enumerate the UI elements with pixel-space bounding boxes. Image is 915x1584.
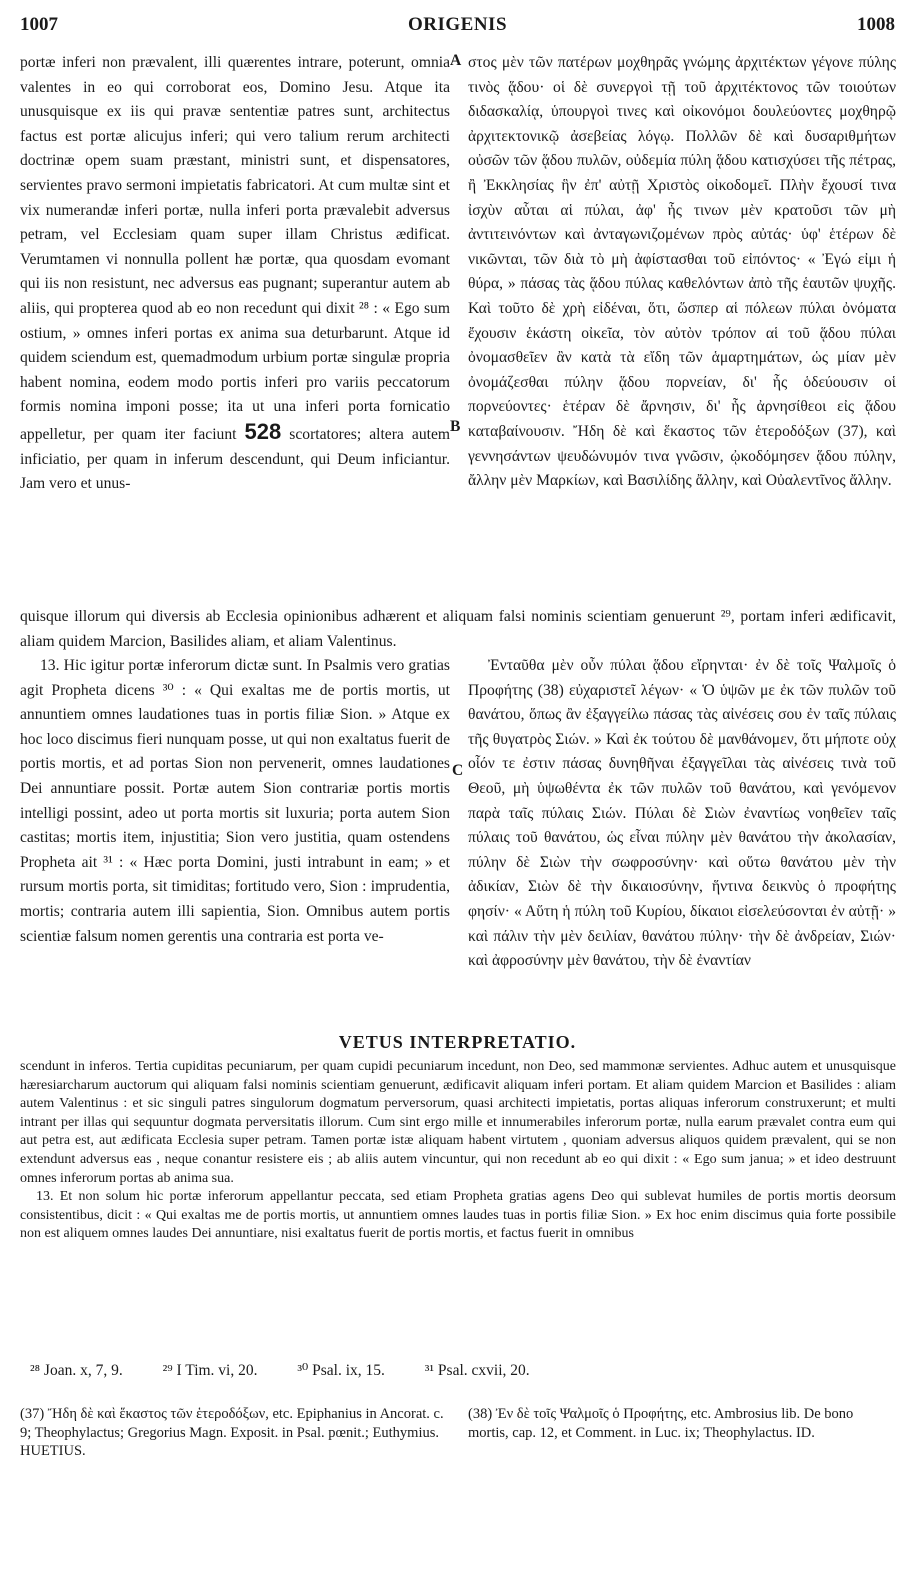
latin-continuation-text: quisque illorum qui diversis ab Ecclesia opinionibus adhærent et aliquam falsi nominis scientiam genuerunt ²⁹, portam inferi ædificavit, aliam quidem Marcion, Basilides aliam, et aliam Valentinus. <box>20 608 896 650</box>
footnote-references <box>30 1361 890 1380</box>
greek-column-top <box>468 51 896 494</box>
footnote-ref: ²⁹ I Tim. vi, 20. <box>162 1362 258 1379</box>
running-title: ORIGENIS <box>407 14 508 35</box>
right-page-number: 1008 <box>857 14 895 35</box>
section-title: VETUS INTERPRETATIO. <box>338 1032 577 1052</box>
latin-column-13 <box>20 654 450 949</box>
margin-letter-a: A <box>450 52 462 69</box>
greek-column-13 <box>468 654 896 974</box>
latin-text: portæ inferi non prævalent, illi quærentes intrare, poterunt, omnia valentes in eo qui corroborat eos, Domino Jesu. Atque ita unusquisque ex iis qui pravæ sententiæ patres sunt, architectus factus est portæ alicujus inferi; qui vero talium rerum architecti doctrinæ opem suam præstant, ministri sunt, et dispensatores, servientes pravo sermoni impietatis fabricatori. At cum multæ sint et vix numerandæ inferi portæ, nulla inferi porta prævalebit adversus petram, vel Ecclesiam quam super illam Christus ædificat. Verumtamen vi nonnulla pollent hæ portæ, qua quosdam evomant qui iis non resistunt, nec adversus eas pugnant; superantur autem ab aliis, qui propterea quod ab eo non recedunt qui dixit ²⁸ : « Ego sum ostium, » omnes inferi portas ex anima sua deturbarunt. Atque id quidem sciendum est, quemadmodum urbium portæ singulæ propria habent nomina, eodem modo portis inferi pro variis peccatorum formis nomina imponi posse; ita ut una inferi porta fornicatio appelletur, per quam iter faciunt <box>20 54 450 443</box>
footnote-ref: ²⁸ Joan. x, 7, 9. <box>30 1362 123 1379</box>
page-header <box>20 14 895 42</box>
greek-section-13: Ἐνταῦθα μὲν οὖν πύλαι ᾅδου εἴρηνται· ἐν δὲ τοῖς Ψαλμοῖς ὁ Προφήτης (38) εὐχαριστεῖ λέγων· « Ὁ ὑψῶν με ἐκ τῶν πυλῶν τοῦ θανάτου, ὅπως ἂν ἐξαγγείλω πάσας τὰς αἰνέσεις σου ἐν ταῖς πύλαις τῆς θυγατρὸς Σιών. » Καὶ ἐκ τούτου δὲ μανθάνομεν, ὅτι μήποτε οὐχ οἷόν τε ἐστιν πάσας δυνηθῆναι ἐξαγγεῖλαι τὰς αἰνέσεις τινὰ τοῦ Θεοῦ, μὴ ὑψωθέντα ἐκ τῶν πυλῶν τοῦ θανάτου, καὶ γενόμενον παρὰ ταῖς πύλαις Σιών. Πύλαι δὲ Σιὼν ἐναντίως νοηθεῖεν ταῖς πύλαις τοῦ θανάτου, ὡς εἶναι πύλην μὲν θανάτου τὴν ἀκολασίαν, πύλην δὲ Σιὼν τὴν σωφροσύνην· καὶ οὕτω θανάτου μὲν τὴν ἀδικίαν, Σιὼν δὲ τὴν δικαιοσύνην, ἥντινα δεικνὺς ὁ προφήτης φησίν· « Αὕτη ἡ πύλη τοῦ Κυρίου, δίκαιοι εἰσελεύσονται ἐν αὐτῇ· » καὶ πάλιν τὴν μὲν δειλίαν, θανάτου πύλην· τὴν δὲ ἀνδρείαν, Σιών· καὶ ἀφροσύνην μὲν θανάτου, τὴν δὲ ἐναντίαν <box>468 657 896 970</box>
left-page-number: 1007 <box>20 14 58 35</box>
footnote-ref: ³¹ Psal. cxvii, 20. <box>424 1362 530 1379</box>
margin-letter-b: B <box>450 418 461 435</box>
latin-paragraph <box>20 51 450 497</box>
vetus-paragraph-2: 13. Et non solum hic portæ inferorum appellantur peccata, sed etiam Propheta gratias agens Deo qui sublevat humiles de portis mortis deorsum consistentibus, dicit : « Qui exaltas me de portis mortis, ut annuntiem omnes laudes tuas in portis filiæ Sion. » Ex hoc enim discimus quia forte possibile non est aliquem omnes laudes Dei annuntiare, nisi exaltatus fuerit de portis mortis, et factus fuerit in omnibus <box>20 1189 896 1242</box>
latin-text-end: scortatores; altera autem inficiatio, per quam in inferum descendunt, qui Deum inficiantur. Jam vero et unus- <box>20 425 450 493</box>
greek-paragraph: στος μὲν τῶν πατέρων μοχθηρᾶς γνώμης ἀρχιτέκτων γέγονε πύλης τινὸς ᾅδου· οἱ δὲ συνεργοὶ τῇ τοῦ ἀρχιτέκτονος τῶν τοιούτων διδασκαλίᾳ, ὑπουργοὶ τινες καὶ οἰκονόμοι δουλεύοντες μοχθηρῷ ἀρχιτεκτονικῷ ἀσεβείας λόγῳ. Πολλῶν δὲ καὶ δυσαριθμήτων οὐσῶν τῶν ᾅδου πυλῶν, οὐδεμία πύλη ᾅδου κατισχύσει τῆς πέτρας, ἢ Ἐκκλησίας ἣν ἐπ' αὐτῇ Χριστὸς οἰκοδομεῖ. Πλὴν ἔχουσί τινα ἰσχὺν αὗται αἱ πύλαι, ἀφ' ἧς τινων μὲν κρατοῦσι τῶν μὴ ἀντιτεινόντων καὶ ἀνταγωνιζομένων πρὸς αὐτάς· ὑφ' ἑτέρων δὲ νικῶνται, τῶν διὰ τὸ μὴ ἀφίστασθαι τοῦ εἰπόντος· « Ἐγώ εἰμι ἡ θύρα, » πάσας τὰς ᾅδου πύλας καθελόντων ἀπὸ τῆς ἑαυτῶν ψυχῆς. Καὶ τοῦτο δὲ χρὴ εἰδέναι, ὅτι, ὥσπερ αἱ πόλεων πύλαι ὀνόματα ἔχουσιν ἑκάστη οἰκεῖα, τὸν αὐτὸν τρόπον αἱ τοῦ ᾅδου πύλαι ὀνομασθεῖεν ἂν κατὰ τὰ εἴδη τῶν ἁμαρτημάτων, ὡς μίαν μὲν ὀνομάζεσθαι πύλην ᾅδου πορνείαν, δι' ἧς ὁδεύουσιν οἱ πορνεύοντες· ἑτέραν δὲ ἄρνησιν, δι' ἧς ἀρνησίθεοι εἰς ᾅδου καταβαίνουσιν. Ἤδη δὲ καὶ ἕκαστος τῶν ἑτεροδόξων (37), καὶ γεννησάντων ψευδώνυμόν τινα γνῶσιν, ᾠκοδόμησεν ᾅδου πύλην, ἄλλην μὲν Μαρκίων, καὶ Βασιλίδης ἄλλην, καὶ Οὐαλεντῖνος ἄλλην. <box>468 54 896 490</box>
footnote-37: (37) Ἤδη δὲ καὶ ἕκαστος τῶν ἑτεροδόξων, etc. Epiphanius in Ancorat. c. 9; Theophylactus; Gregorius Magn. Exposit. in Psal. pœnit.; Euthymius. HUETIUS. <box>20 1406 444 1460</box>
margin-letter-c: C <box>452 762 464 779</box>
footnote-38: (38) Ἐν δὲ τοῖς Ψαλμοῖς ὁ Προφήτης, etc. Ambrosius lib. De bono mortis, cap. 12, et Comment. in Luc. ix; Theophylactus. ID. <box>468 1406 854 1441</box>
vetus-paragraph-1: scendunt in inferos. Tertia cupiditas pecuniarum, per quam cupidi pecuniarum incedunt, non Deo, sed mammonæ servientes. Adhuc autem et unusquisque hæresiarcharum auctorum qui aliquam falsi nominis scientiam genuerunt, ædificavit aliquam inferi portam. Et aliam quidem Marcion et Basilides : aliam autem Valentinus : et sic singuli patres singulorum dogmatum perversorum, quasi architecti impietatis, portas aliquas inferorum construxerunt; et multi intrant per illas qui sequuntur dogmata perversitatis illorum. Cum sint ergo mille et innumerabiles inferorum portæ, nulla earum prævalet contra eum qui aut petra est, aut ædificata Ecclesia super petram. Tamen portæ istæ aliquam habent virtutem , quoniam adversus aliquos quidem prævalent, qui se non extendunt adversus eas , neque conantur resistere eis ; ab aliis autem vincuntur, qui non recedunt ab eo qui dixit : « Ego sum janua; » et ideo destruunt omnes inferorum portas ab anima sua. <box>20 1059 896 1186</box>
latin-continuation <box>20 605 896 654</box>
footnote-ref: ³⁰ Psal. ix, 15. <box>297 1362 385 1379</box>
latin-section-13: 13. Hic igitur portæ inferorum dictæ sunt. In Psalmis vero gratias agit Propheta dicens ³⁰ : « Qui exaltas me de portis mortis, ut annuntiem omnes laudationes tuas in portis filiæ Sion. » Atque ex hoc loco discimus fieri nunquam posse, ut qui non exaltatus fuerit de portis mortis, et ad portas Sion non pervenerit, omnes laudationes Dei annuntiare possit. Portæ autem Sion contrariæ portis mortis intelligi possint, adeo ut porta mortis sit luxuria; porta autem Sion castitas; mortis item, injustitia; Sion vero justitia, quam ostendens Propheta ait ³¹ : « Hæc porta Domini, justi intrabunt in eam; » et rursum mortis porta, sit timiditas; fortitudo vero, Sion : imprudentia, mortis; contraria autem illi sapientia, Sion. Omnibus autem portis scientiæ falsum nomen gerentis una contraria est porta ve- <box>20 657 450 945</box>
column-marker: 528 <box>244 418 282 444</box>
latin-column-top <box>20 51 450 497</box>
vetus-interpretatio <box>20 1058 896 1244</box>
